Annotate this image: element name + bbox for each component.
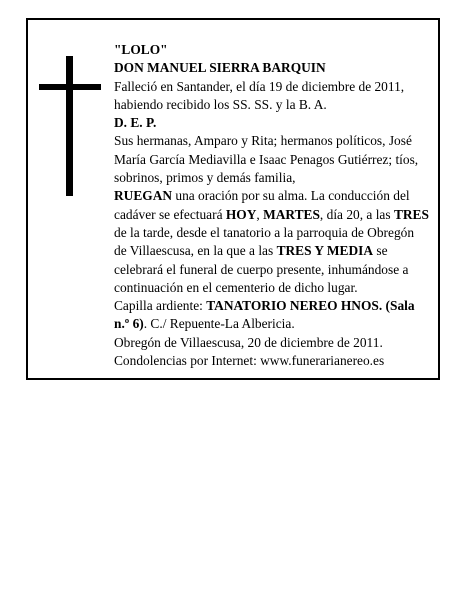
chapel-info: Capilla ardiente: TANATORIO NEREO HNOS. (Sala n.º 6). C./ Repuente-La Albericia. [114, 298, 415, 332]
dep-abbreviation: D. E. P. [114, 115, 157, 131]
hoy-keyword: HOY [225, 206, 257, 222]
death-statement: Falleció en Santander, el día 19 de diciembre de 2011, habiendo recibido los SS. SS. y la B. A. [114, 78, 405, 112]
condolences-line: Condolencias por Internet: www.funerarianereo.es [114, 353, 385, 369]
deceased-name: DON MANUEL SIERRA BARQUIN [114, 60, 326, 76]
ruegan-keyword: RUEGAN [114, 188, 173, 204]
chapel-place: TANATORIO NEREO HNOS. [206, 298, 383, 314]
tres-keyword: TRES [393, 206, 429, 222]
obituary-text [114, 41, 430, 370]
tres-y-media-keyword: TRES Y MEDIA [276, 243, 374, 259]
nickname: "LOLO" [114, 42, 168, 57]
place-date: Obregón de Villaescusa, 20 de diciembre de 2011. [114, 334, 383, 350]
family-list: Sus hermanas, Amparo y Rita; hermanos políticos, José María García Mediavilla e Isaac Penagos Gutiérrez; tíos, sobrinos, primos y demás familia, [114, 133, 419, 186]
chapel-address: . C./ Repuente-La Albericia. [143, 316, 295, 332]
cross-horizontal-bar [39, 84, 101, 90]
funeral-request: RUEGAN una oración por su alma. La conducción del cadáver se efectuará HOY, MARTES, día 20, a las TRES de la tarde, desde el tanatorio a la parroquia de Obregón de Villaescusa, en la que a las TRES Y MEDIA se celebrará el funeral de cuerpo presente, inhumándose a continuación en el cementerio de dicho lugar. [114, 188, 429, 295]
chapel-room: (Sala n.º 6) [114, 298, 415, 332]
cross-vertical-bar [66, 56, 73, 196]
martes-keyword: MARTES [263, 206, 320, 222]
obituary-notice [26, 18, 440, 380]
